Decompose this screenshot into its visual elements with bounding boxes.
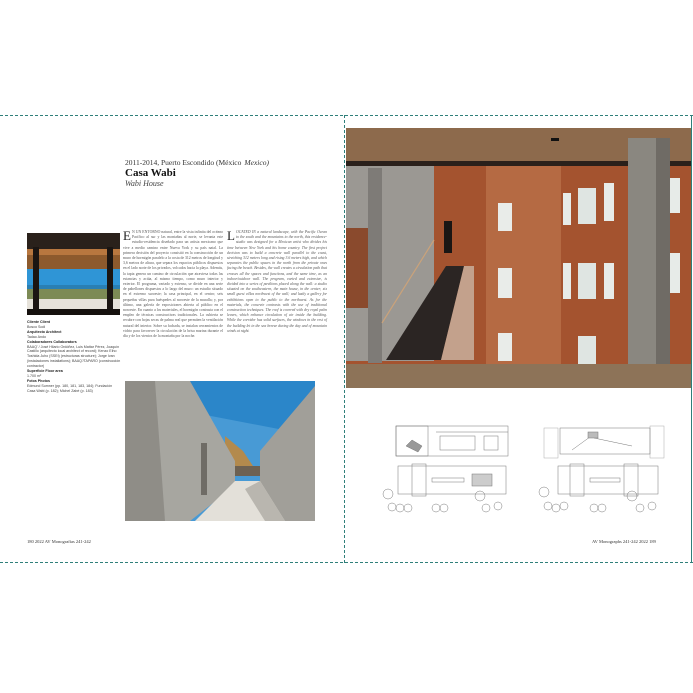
- credit-architect: [27, 330, 121, 340]
- right-page-edge: [691, 115, 692, 563]
- folio-left: 180 2022 AV Monografías 241-242: [27, 539, 91, 544]
- body-text-spanish: [123, 230, 223, 339]
- date-location-text: 2011-2014, Puerto Escondido (México: [125, 158, 242, 167]
- photo-thatched-pavilion: [27, 233, 120, 315]
- article-title: Casa Wabi: [125, 167, 176, 179]
- credit-client: [27, 320, 121, 330]
- credit-photos: [27, 379, 121, 394]
- credit-label: Fotos Photos: [27, 378, 50, 383]
- country-en: Mexico): [244, 158, 269, 167]
- credit-label: Superficie Floor area: [27, 369, 63, 374]
- credit-label: Arquitecto Architect: [27, 329, 62, 334]
- photo-brick-atrium: [346, 128, 691, 388]
- folio-right: AV Monographs 241-242 2022 189: [592, 539, 656, 544]
- floor-plan-drawing-1: [376, 418, 516, 513]
- article-header: [125, 158, 335, 188]
- credit-collaborators: [27, 340, 121, 369]
- body-es-text: N UN ENTORNO natural, entre la vista infinita del océano Pacífico al sur y las montañas al norte, se levanta este estudio-residencia diseñado para un artista mexicano que vive a medio camino entre Nueva York y su país natal. La primera decisión del proyecto consistió en la construcción de un muro de hormigón paralelo a la costa de 312 metros de longitud y 3,6 metros de altura, que separa los espacios públicos dispuestos en el lado norte de los privados, volcados hacia la playa. Además, la tapia genera un camino de circulación que atraviesa todas las estancias y actúa, al mismo tiempo, como muro interior y exterior. El programa, variado y extenso, se divide en una serie de pabellones dispuestos a lo largo del muro: un estudio situado en el extremo suroeste; la casa principal, en el centro; seis pequeñas villas para huéspedes al noroeste de la muralla; y, por último, una galería de exposiciones abierta al público en el noroeste. En cuanto a los materiales, el hormigón contrasta con el empleo de técnicas constructivas tradicionales. La cubierta se recubre con hojas secas de palma real que permiten la ventilación natural del interior. Sobre su fachada, se instalan cerramientos de vidrio para favorecer la circulación de la brisa marina durante el día y de los vientos de la montaña por la noche.: [123, 230, 223, 339]
- date-location: [125, 158, 335, 167]
- body-en-text: OCATED IN a natural landscape, with the Pacific Ocean to the south and the mountains to the north, this residence-studio was designed for a Mexican artist who divides his time between New York and his home country. The first project decision was to build a concrete wall parallel to the coast, stretching 312 meters long and rising 3.6 meters high, and which separates the public spaces in the north from the private ones facing the beach. Besides, the wall creates a circulation path that crosses all the spaces and functions, and the same time, as an indoor/outdoor wall. The program, varied and extensive, is divided into a series of pavilions placed along the wall: a studio situated on the southeastern, the main house, in the center; six small guest villas northwest of the wall; and lastly a gallery for exhibitions open to the public to the northwest. As for the materials, the concrete contrasts with the use of traditional construction techniques. The roof is covered with dry royal palm leaves, which enhance circulation of air inside the building. While the corridor has solid surfaces, the windows in the rest of the building let in the sea breeze during the day and of mountain winds at night.: [227, 230, 327, 333]
- dropcap-es: E: [123, 228, 131, 243]
- credit-floor-area: [27, 369, 121, 379]
- credits-block: [27, 320, 121, 394]
- credit-label: Cliente Client: [27, 320, 50, 324]
- dropcap-en: L: [227, 228, 235, 243]
- photo-concrete-corridor: [125, 381, 315, 521]
- credit-value: Edmund Sumner (pp. 180, 181, 183, 184); Fundación Casa Wabi (p. 182); Michel Zabé (p. 183): [27, 383, 113, 393]
- article-subtitle: Wabi House: [125, 179, 164, 188]
- page-gutter: [344, 115, 345, 563]
- floor-plan-drawing-2: [532, 418, 672, 513]
- frame-top-border: [0, 115, 693, 116]
- body-text-english: [227, 230, 327, 334]
- credit-value: Tadao Ando: [27, 334, 46, 339]
- credit-value: 1.700 m²: [27, 373, 42, 378]
- credit-label: Colaboradores Collaborators: [27, 339, 77, 344]
- frame-bottom-border: [0, 562, 693, 563]
- credit-value: Bosco Sodi: [27, 324, 46, 329]
- credit-value: BAAQ' / José Hilario Ordóñez, Luis Mattar Pérez, Joaquín Castillo (arquitecto local architect of record); Kenzo Eiho Toshida Juho (SSEt) (estructuras structure); Jorge Ivan (instalaciones installations); BAAQ'/TAPARO (construcción contractor): [27, 344, 121, 369]
